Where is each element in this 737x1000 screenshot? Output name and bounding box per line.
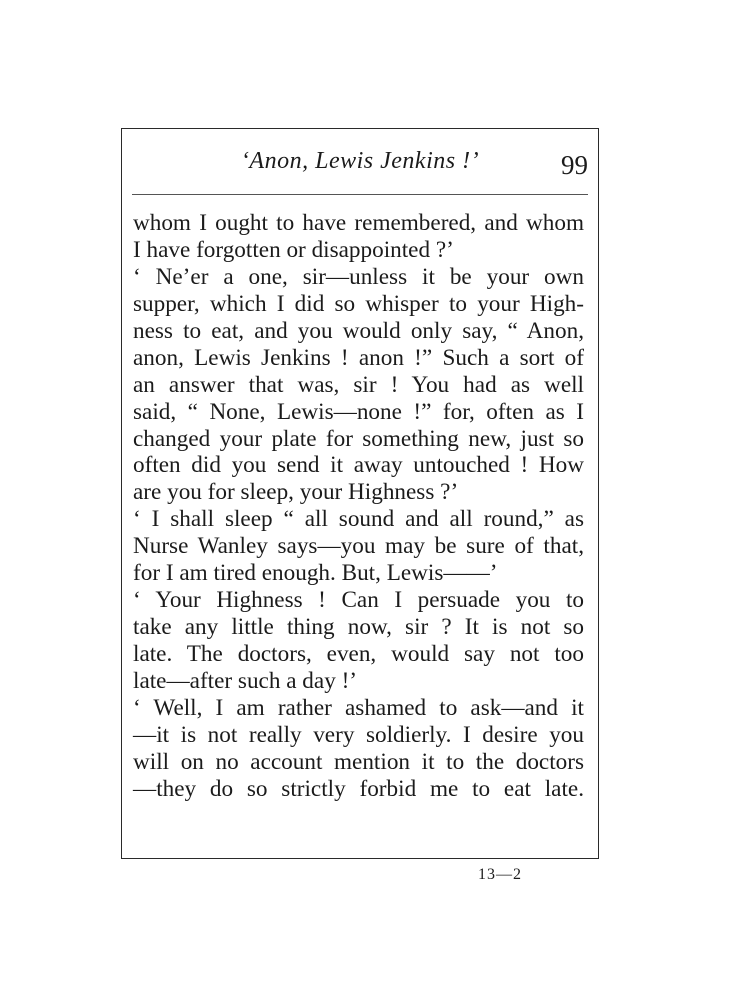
body-text — [133, 210, 584, 803]
text-line: ‘ Well, I am rather ashamed to ask—and it — [133, 694, 584, 721]
text-line: said, “ None, Lewis—none !” for, often as I — [133, 398, 584, 425]
text-line: late. The doctors, even, would say not too — [133, 641, 584, 667]
text-line: Nurse Wanley says—you may be sure of that, — [133, 533, 584, 560]
text-line: —they do so strictly forbid me to eat late. — [133, 775, 584, 802]
text-line: ness to eat, and you would only say, “ Anon, — [133, 317, 584, 344]
text-line: will on no account mention it to the doctors — [133, 748, 584, 775]
text-line: I have forgotten or disappointed ?’ — [133, 236, 454, 263]
signature-mark: 13—2 — [478, 866, 522, 883]
text-line: ‘ Your Highness ! Can I persuade you to — [133, 587, 584, 614]
text-line: supper, which I did so whisper to your High- — [133, 290, 584, 317]
text-line: often did you send it away untouched ! How — [133, 452, 584, 479]
header-rule — [132, 194, 588, 195]
text-line: anon, Lewis Jenkins ! anon !” Such a sort of — [133, 344, 584, 371]
running-title: ‘Anon, Lewis Jenkins !’ — [240, 148, 480, 174]
page-number: 99 — [561, 150, 588, 180]
text-line: an answer that was, sir ! You had as well — [133, 371, 584, 398]
text-line: for I am tired enough. But, Lewis——’ — [133, 560, 498, 587]
page-header — [132, 148, 588, 192]
text-line: changed your plate for something new, just so — [133, 425, 584, 452]
text-line: —it is not really very soldierly. I desire you — [133, 721, 584, 748]
text-line: ‘ I shall sleep “ all sound and all round,” as — [133, 506, 584, 533]
text-line: whom I ought to have remembered, and whom — [133, 210, 584, 236]
text-line: ‘ Ne’er a one, sir—unless it be your own — [133, 263, 584, 290]
text-line: are you for sleep, your Highness ?’ — [133, 479, 459, 506]
text-line: late—after such a day !’ — [133, 667, 358, 694]
text-line: take any little thing now, sir ? It is not so — [133, 614, 584, 641]
